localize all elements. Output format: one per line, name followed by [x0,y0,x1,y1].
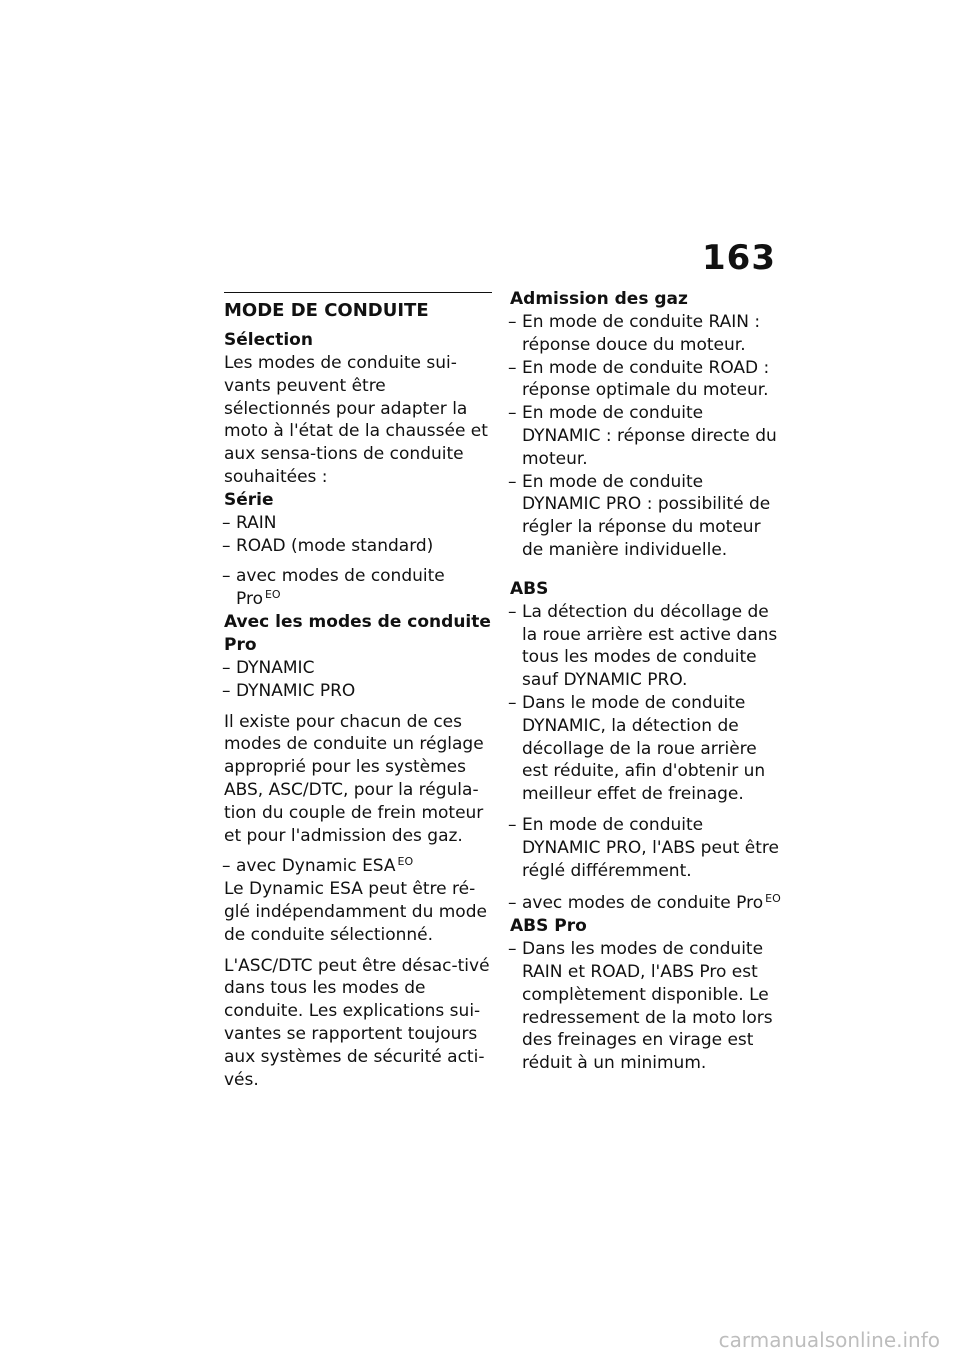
abs-heading: ABS [510,578,549,599]
section-title: MODE DE CONDUITE [224,300,429,321]
selection-paragraph: Les modes de conduite sui-vants peuvent être sélectionnés pour adapter la moto à l'état de la chaussée et aux sensa-tions de conduite souhaitées : [224,353,488,487]
eo-marker: EO [264,587,281,601]
reglage-paragraph: Il existe pour chacun de ces modes de conduite un réglage approprié pour les systèmes ABS, ASC/DTC, pour la régula-tion du couple de frein moteur et pour l'admission des gaz. [224,711,484,846]
serie-list [224,512,494,558]
watermark: carmanualsonline.info [718,1328,940,1352]
list-item: – Dans le mode de conduite DYNAMIC, la détection de décollage de la roue arrière est réduite, afin d'obtenir un meilleur effet de freinage. [510,692,782,806]
condition-pro-note [510,892,782,915]
list-item: – La détection du décollage de la roue arrière est active dans tous les modes de conduite sauf DYNAMIC PRO. [510,601,782,692]
esa-paragraph: Le Dynamic ESA peut être ré-glé indépendamment du mode de conduite sélectionné. [224,879,487,945]
eo-marker: EO [397,854,414,868]
list-item: – Dans les modes de conduite RAIN et ROAD, l'ABS Pro est complètement disponible. Le redressement de la moto lors des freinages en virage est réduit à un minimum. [510,938,782,1075]
condition-text: avec Dynamic ESA [236,856,396,877]
list-item: – En mode de conduite DYNAMIC : réponse directe du moteur. [510,402,782,470]
list-item: – DYNAMIC [224,657,494,680]
list-item: – ROAD (mode standard) [224,535,494,558]
pro-list [224,657,494,703]
gaz-heading: Admission des gaz [510,289,688,309]
list-item: – En mode de conduite DYNAMIC PRO : possibilité de régler la réponse du moteur de manière individuelle. [510,471,782,562]
list-item: – En mode de conduite RAIN : réponse douce du moteur. [510,311,782,357]
list-item: – En mode de conduite ROAD : réponse optimale du moteur. [510,357,782,403]
list-item: – En mode de conduite DYNAMIC PRO, l'ABS peut être réglé différemment. [510,814,782,882]
selection-heading: Sélection [224,330,313,350]
asc-paragraph: L'ASC/DTC peut être désac-tivé dans tous les modes de conduite. Les explications sui-vantes se rapportent toujours aux systèmes de sécurité acti-vés. [224,955,490,1090]
right-column [510,288,782,1081]
abs-list-2 [510,814,782,882]
serie-heading: Série [224,489,274,510]
gaz-list [510,311,782,562]
abs-list [510,601,782,806]
list-item: – RAIN [224,512,494,535]
abs-pro-list [510,938,782,1075]
eo-marker: EO [765,891,781,905]
section-rule [224,292,492,293]
left-column [224,292,494,1099]
pro-heading: Avec les modes de conduite Pro [224,611,491,655]
condition-pro-note [224,565,494,611]
condition-text: avec modes de conduite Pro [522,893,764,914]
abs-pro-heading: ABS Pro [510,916,587,937]
page-number: 163 [702,238,776,278]
condition-text: avec modes de conduite Pro [236,566,445,610]
condition-esa-note [224,855,494,878]
list-item: – DYNAMIC PRO [224,680,494,703]
